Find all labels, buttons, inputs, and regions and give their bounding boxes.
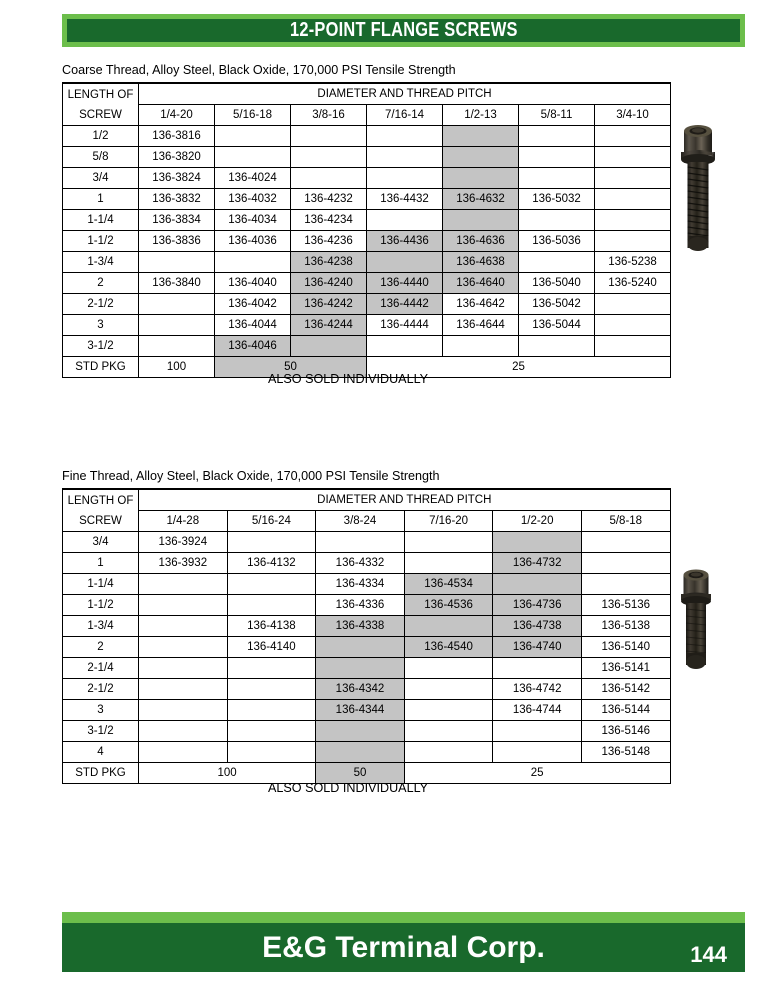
part-number-cell	[139, 595, 228, 616]
std-pkg-value: 100	[139, 357, 215, 378]
part-number-cell	[404, 532, 493, 553]
pitch-header: 1/2-20	[493, 511, 582, 532]
part-number-cell: 136-4536	[404, 595, 493, 616]
part-number-cell	[291, 147, 367, 168]
screw-length-cell: 2	[63, 273, 139, 294]
part-number-cell: 136-4732	[493, 553, 582, 574]
table-header-row-pitches	[63, 511, 671, 532]
pitch-header: 1/4-20	[139, 105, 215, 126]
company-name: E&G Terminal Corp.	[262, 930, 545, 964]
part-number-cell: 136-4138	[227, 616, 316, 637]
part-number-cell	[595, 336, 671, 357]
part-number-cell: 136-4344	[316, 700, 405, 721]
pitch-header: 5/16-18	[215, 105, 291, 126]
part-number-cell: 136-4234	[291, 210, 367, 231]
table-row	[63, 658, 671, 679]
table-row	[63, 637, 671, 658]
part-number-cell: 136-4046	[215, 336, 291, 357]
part-number-cell	[595, 147, 671, 168]
part-number-cell	[227, 595, 316, 616]
table-row	[63, 126, 671, 147]
part-number-cell: 136-4534	[404, 574, 493, 595]
part-number-cell: 136-4440	[367, 273, 443, 294]
part-number-cell: 136-5044	[519, 315, 595, 336]
fine-thread-caption: Fine Thread, Alloy Steel, Black Oxide, 170,000 PSI Tensile Strength	[62, 469, 440, 483]
table-row	[63, 553, 671, 574]
part-number-cell: 136-3834	[139, 210, 215, 231]
part-number-cell: 136-3824	[139, 168, 215, 189]
part-number-cell	[443, 147, 519, 168]
part-number-cell: 136-4738	[493, 616, 582, 637]
screw-length-cell: 1-1/2	[63, 231, 139, 252]
part-number-cell	[316, 742, 405, 763]
page-header-banner	[62, 14, 745, 47]
screw-length-cell: 2	[63, 637, 139, 658]
std-pkg-value: 25	[367, 357, 671, 378]
table-row	[63, 721, 671, 742]
pitch-header: 5/8-11	[519, 105, 595, 126]
part-number-cell	[404, 616, 493, 637]
part-number-cell	[215, 252, 291, 273]
part-number-cell: 136-4736	[493, 595, 582, 616]
part-number-cell	[139, 658, 228, 679]
part-number-cell	[316, 637, 405, 658]
part-number-cell	[227, 574, 316, 595]
part-number-cell	[519, 147, 595, 168]
part-number-cell	[227, 658, 316, 679]
part-number-cell	[367, 126, 443, 147]
part-number-cell: 136-4238	[291, 252, 367, 273]
screw-length-cell: 3-1/2	[63, 721, 139, 742]
part-number-cell: 136-4044	[215, 315, 291, 336]
pitch-header: 3/4-10	[595, 105, 671, 126]
part-number-cell: 136-5140	[581, 637, 670, 658]
part-number-cell: 136-4236	[291, 231, 367, 252]
part-number-cell	[404, 700, 493, 721]
part-number-cell	[139, 679, 228, 700]
part-number-cell	[215, 147, 291, 168]
part-number-cell: 136-4644	[443, 315, 519, 336]
part-number-cell: 136-5144	[581, 700, 670, 721]
part-number-cell	[291, 336, 367, 357]
part-number-cell	[139, 637, 228, 658]
part-number-cell: 136-5240	[595, 273, 671, 294]
pitch-header: 5/16-24	[227, 511, 316, 532]
table-header-row-pitches	[63, 105, 671, 126]
part-number-cell	[519, 252, 595, 273]
part-number-cell: 136-4744	[493, 700, 582, 721]
part-number-cell	[139, 616, 228, 637]
part-number-cell	[595, 168, 671, 189]
std-pkg-label: STD PKG	[63, 357, 139, 378]
std-pkg-label: STD PKG	[63, 763, 139, 784]
part-number-cell: 136-4244	[291, 315, 367, 336]
table-row	[63, 147, 671, 168]
part-number-cell: 136-5036	[519, 231, 595, 252]
part-number-cell: 136-4540	[404, 637, 493, 658]
part-number-cell	[493, 658, 582, 679]
part-number-cell: 136-4342	[316, 679, 405, 700]
screw-length-cell: 1-3/4	[63, 616, 139, 637]
part-number-cell	[519, 210, 595, 231]
pitch-header: 7/16-20	[404, 511, 493, 532]
part-number-cell: 136-3816	[139, 126, 215, 147]
part-number-cell: 136-5148	[581, 742, 670, 763]
part-number-cell: 136-5138	[581, 616, 670, 637]
part-number-cell	[227, 679, 316, 700]
part-number-cell	[139, 315, 215, 336]
part-number-cell	[227, 532, 316, 553]
part-number-cell: 136-4240	[291, 273, 367, 294]
part-number-cell	[519, 168, 595, 189]
part-number-cell: 136-4638	[443, 252, 519, 273]
part-number-cell: 136-4140	[227, 637, 316, 658]
page-title: 12-POINT FLANGE SCREWS	[289, 19, 518, 41]
part-number-cell: 136-4742	[493, 679, 582, 700]
table-row	[63, 700, 671, 721]
part-number-cell	[581, 553, 670, 574]
screw-length-cell: 1	[63, 553, 139, 574]
screw-length-cell: 3/4	[63, 168, 139, 189]
screw-length-cell: 1-1/2	[63, 595, 139, 616]
part-number-cell: 136-3840	[139, 273, 215, 294]
table-row	[63, 742, 671, 763]
part-number-cell: 136-5141	[581, 658, 670, 679]
screw-length-cell: 2-1/2	[63, 679, 139, 700]
screw-length-cell: 1-3/4	[63, 252, 139, 273]
part-number-cell	[367, 147, 443, 168]
part-number-cell	[367, 252, 443, 273]
part-number-cell	[139, 336, 215, 357]
screw-length-cell: 3-1/2	[63, 336, 139, 357]
screw-length-cell: 1	[63, 189, 139, 210]
fine-screw-photo	[676, 563, 716, 683]
part-number-cell	[595, 189, 671, 210]
pitch-header: 3/8-16	[291, 105, 367, 126]
part-number-cell: 136-4232	[291, 189, 367, 210]
part-number-cell	[519, 336, 595, 357]
screw-length-cell: 3/4	[63, 532, 139, 553]
part-number-cell	[227, 742, 316, 763]
part-number-cell	[595, 315, 671, 336]
std-pkg-value: 50	[316, 763, 405, 784]
part-number-cell	[443, 336, 519, 357]
part-number-cell	[367, 336, 443, 357]
screw-length-cell: 1/2	[63, 126, 139, 147]
part-number-cell: 136-4024	[215, 168, 291, 189]
part-number-cell: 136-4436	[367, 231, 443, 252]
screw-length-cell: 4	[63, 742, 139, 763]
table-header-row-group	[63, 83, 671, 105]
fine-thread-table	[62, 488, 671, 784]
part-number-cell: 136-4442	[367, 294, 443, 315]
part-number-cell	[404, 658, 493, 679]
table-row	[63, 294, 671, 315]
part-number-cell: 136-4444	[367, 315, 443, 336]
table-row	[63, 616, 671, 637]
part-number-cell	[581, 532, 670, 553]
page-header-banner-inner	[67, 19, 740, 42]
part-number-cell	[139, 574, 228, 595]
part-number-cell: 136-4034	[215, 210, 291, 231]
coarse-thread-caption: Coarse Thread, Alloy Steel, Black Oxide, 170,000 PSI Tensile Strength	[62, 63, 456, 77]
part-number-cell	[367, 168, 443, 189]
part-number-cell	[595, 210, 671, 231]
std-pkg-value: 25	[404, 763, 670, 784]
part-number-cell	[493, 742, 582, 763]
diameter-thread-pitch-header: DIAMETER AND THREAD PITCH	[139, 489, 671, 511]
pitch-header: 1/2-13	[443, 105, 519, 126]
table-row	[63, 210, 671, 231]
table-row	[63, 574, 671, 595]
screw-length-cell: 1-1/4	[63, 574, 139, 595]
part-number-cell: 136-3924	[139, 532, 228, 553]
part-number-cell: 136-3820	[139, 147, 215, 168]
table-header-row-group	[63, 489, 671, 511]
part-number-cell	[443, 210, 519, 231]
screw-length-cell: 2-1/2	[63, 294, 139, 315]
part-number-cell	[227, 721, 316, 742]
part-number-cell: 136-5040	[519, 273, 595, 294]
part-number-cell: 136-4332	[316, 553, 405, 574]
part-number-cell: 136-4632	[443, 189, 519, 210]
also-sold-individually-fine: ALSO SOLD INDIVIDUALLY	[268, 781, 429, 795]
part-number-cell	[291, 126, 367, 147]
screw-length-cell: 3	[63, 700, 139, 721]
part-number-cell	[316, 721, 405, 742]
part-number-cell	[139, 252, 215, 273]
table-row	[63, 231, 671, 252]
screw-length-cell: 3	[63, 315, 139, 336]
pitch-header: 5/8-18	[581, 511, 670, 532]
table-row	[63, 315, 671, 336]
part-number-cell: 136-3832	[139, 189, 215, 210]
coarse-thread-table	[62, 82, 671, 378]
part-number-cell	[316, 532, 405, 553]
part-number-cell: 136-4636	[443, 231, 519, 252]
table-row	[63, 532, 671, 553]
part-number-cell: 136-4242	[291, 294, 367, 315]
part-number-cell: 136-4740	[493, 637, 582, 658]
table-row	[63, 336, 671, 357]
part-number-cell: 136-5238	[595, 252, 671, 273]
part-number-cell: 136-3836	[139, 231, 215, 252]
table-row	[63, 189, 671, 210]
part-number-cell	[291, 168, 367, 189]
part-number-cell	[595, 294, 671, 315]
part-number-cell	[443, 126, 519, 147]
screw-length-cell: 5/8	[63, 147, 139, 168]
part-number-cell: 136-4040	[215, 273, 291, 294]
screw-length-cell: 1-1/4	[63, 210, 139, 231]
part-number-cell	[367, 210, 443, 231]
screw-length-cell: 2-1/4	[63, 658, 139, 679]
part-number-cell	[404, 721, 493, 742]
coarse-screw-photo	[676, 118, 720, 268]
part-number-cell: 136-4132	[227, 553, 316, 574]
part-number-cell: 136-4042	[215, 294, 291, 315]
table-row	[63, 273, 671, 294]
part-number-cell	[519, 126, 595, 147]
part-number-cell: 136-4640	[443, 273, 519, 294]
part-number-cell	[404, 553, 493, 574]
part-number-cell	[139, 294, 215, 315]
part-number-cell	[404, 679, 493, 700]
pitch-header: 3/8-24	[316, 511, 405, 532]
pitch-header: 1/4-28	[139, 511, 228, 532]
page-number: 144	[690, 942, 727, 967]
length-of-screw-header: LENGTH OF SCREW	[63, 489, 139, 532]
diameter-thread-pitch-header: DIAMETER AND THREAD PITCH	[139, 83, 671, 105]
part-number-cell	[139, 721, 228, 742]
part-number-cell	[215, 126, 291, 147]
part-number-cell: 136-4032	[215, 189, 291, 210]
part-number-cell: 136-3932	[139, 553, 228, 574]
table-row	[63, 679, 671, 700]
part-number-cell: 136-5032	[519, 189, 595, 210]
part-number-cell	[581, 574, 670, 595]
part-number-cell: 136-4036	[215, 231, 291, 252]
part-number-cell	[493, 532, 582, 553]
part-number-cell: 136-4432	[367, 189, 443, 210]
part-number-cell	[493, 574, 582, 595]
part-number-cell	[139, 700, 228, 721]
part-number-cell: 136-5136	[581, 595, 670, 616]
part-number-cell: 136-4336	[316, 595, 405, 616]
pitch-header: 7/16-14	[367, 105, 443, 126]
part-number-cell: 136-4642	[443, 294, 519, 315]
std-pkg-value: 50	[215, 357, 367, 378]
part-number-cell: 136-4334	[316, 574, 405, 595]
table-row	[63, 595, 671, 616]
part-number-cell: 136-5042	[519, 294, 595, 315]
part-number-cell	[404, 742, 493, 763]
table-row	[63, 252, 671, 273]
std-pkg-value: 100	[139, 763, 316, 784]
table-row	[63, 168, 671, 189]
part-number-cell	[595, 231, 671, 252]
part-number-cell	[139, 742, 228, 763]
part-number-cell	[443, 168, 519, 189]
part-number-cell	[227, 700, 316, 721]
part-number-cell	[595, 126, 671, 147]
length-of-screw-header: LENGTH OF SCREW	[63, 83, 139, 126]
also-sold-individually-coarse: ALSO SOLD INDIVIDUALLY	[268, 372, 429, 386]
part-number-cell	[493, 721, 582, 742]
part-number-cell: 136-4338	[316, 616, 405, 637]
part-number-cell: 136-5146	[581, 721, 670, 742]
page-footer-banner	[62, 912, 745, 972]
part-number-cell: 136-5142	[581, 679, 670, 700]
part-number-cell	[316, 658, 405, 679]
